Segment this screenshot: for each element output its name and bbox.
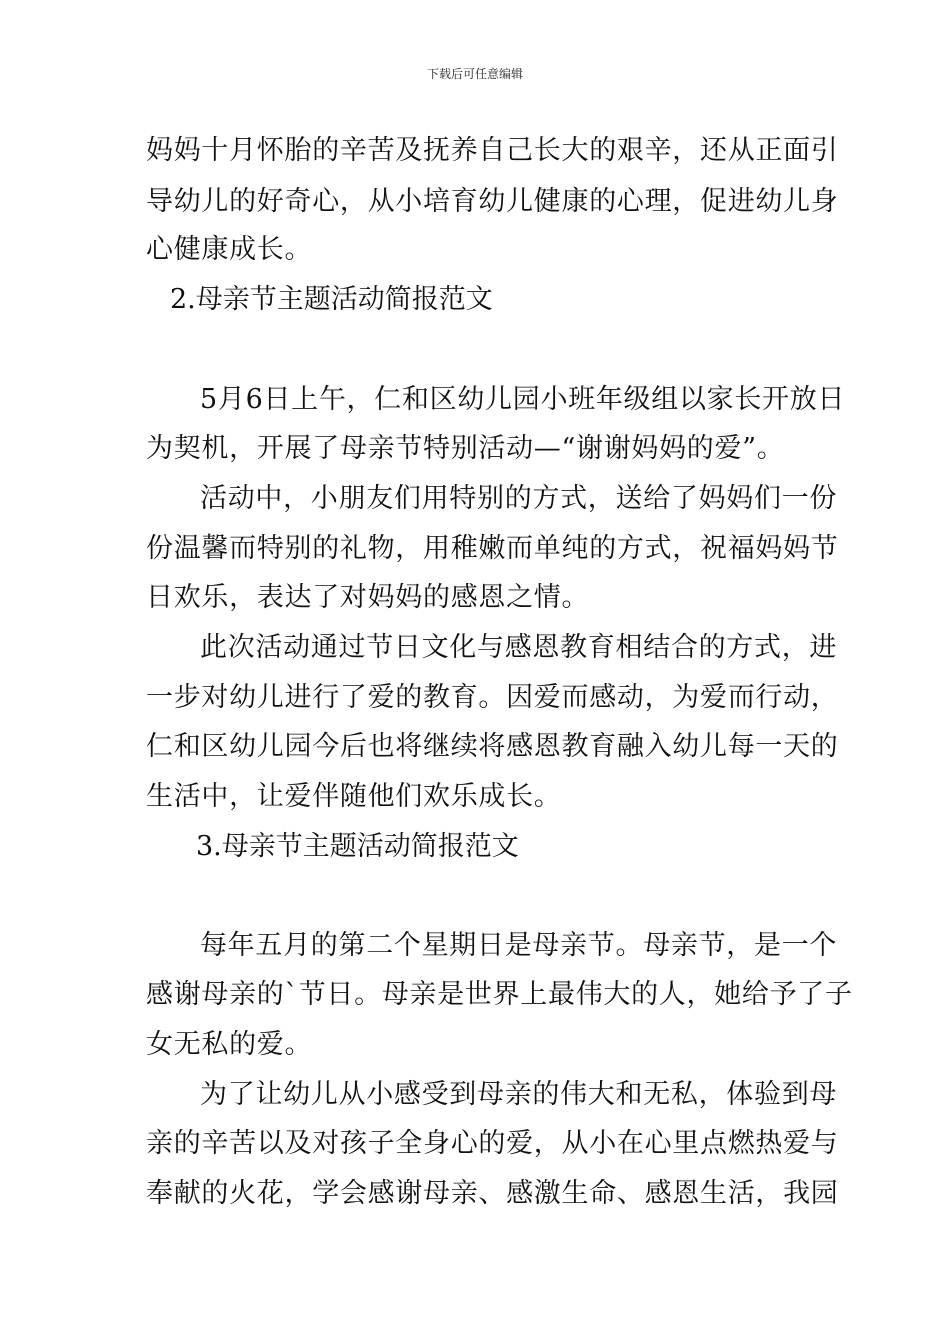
text-line: 女无私的爱。 [146, 1029, 313, 1060]
text-line: 亲的辛苦以及对孩子全身心的爱，从小在心里点燃热爱与 [146, 1128, 839, 1159]
paragraph-first-line: 为了让幼儿从小感受到母亲的伟大和无私，体验到母 [200, 1079, 838, 1110]
text-line: 心健康成长。 [146, 234, 313, 265]
text-line: 生活中，让爱伴随他们欢乐成长。 [146, 781, 562, 812]
text-line: 仁和区幼儿园今后也将继续将感恩教育融入幼儿每一天的 [146, 731, 839, 762]
text-line: 感谢母亲的`节日。母亲是世界上最伟大的人，她给予了子 [146, 979, 853, 1010]
text-line: 妈妈十月怀胎的辛苦及抚养自己长大的艰辛，还从正面引 [146, 135, 839, 166]
text-line: 奉献的火花，学会感谢母亲、感激生命、感恩生活，我园 [146, 1178, 839, 1209]
paragraph-first-line: 活动中，小朋友们用特别的方式，送给了妈妈们一份 [200, 483, 838, 514]
text-line: 一步对幼儿进行了爱的教育。因爱而感动，为爱而行动， [146, 682, 839, 713]
text-line: 导幼儿的好奇心，从小培育幼儿健康的心理，促进幼儿身 [146, 186, 839, 217]
text-line: 为契机，开展了母亲节特别活动—“谢谢妈妈的爱”。 [146, 433, 785, 464]
paragraph-first-line: 此次活动通过节日文化与感恩教育相结合的方式，进 [200, 632, 838, 663]
paragraph-first-line: 5月6日上午，仁和区幼儿园小班年级组以家长开放日 [200, 384, 846, 415]
text-line: 份温馨而特别的礼物，用稚嫩而单纯的方式，祝福妈妈节 [146, 533, 839, 564]
section-heading: 2.母亲节主题活动简报范文 [170, 284, 493, 315]
page-header: 下载后可任意编辑 [426, 67, 523, 81]
section-heading: 3.母亲节主题活动简报范文 [196, 831, 519, 862]
text-line: 日欢乐，表达了对妈妈的感恩之情。 [146, 582, 590, 613]
paragraph-first-line: 每年五月的第二个星期日是母亲节。母亲节，是一个 [200, 930, 838, 961]
